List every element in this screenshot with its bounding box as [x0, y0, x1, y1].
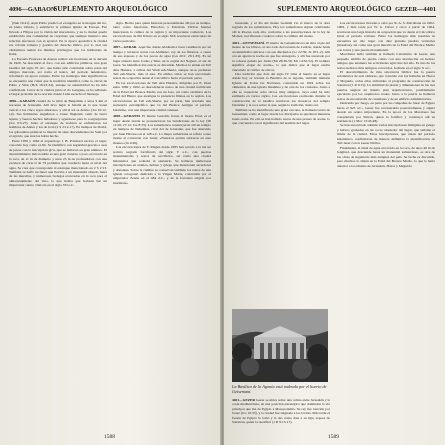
right-column-1-tail — [232, 396, 330, 428]
body-paragraph — [113, 145, 211, 185]
paragraph-text: Destruida por fuego, en parte por las campañas de Sisac de Egipto hacia el 925 a.C., Gezer fue reconstruida posteriormente y siguió siendo un centro importante. En la época de los Macabeos fue conquistada por Simón, quien la fortificó y construyó allí su residencia (1 Mac 13:43-48). — [337, 101, 435, 123]
paragraph-text: Una tradición que data del siglo IV sitúa el huerto en el lugar donde hoy se levanta la Basílica de la Agonía, también llamada Iglesia de Todas las Naciones, construida en 1924 sobre los cimientos de una iglesia bizantina y de otra de los cruzados. Junto a ella se conservan ocho olivos muy antiguos, cuya edad ha sido estimada en varios siglos. Las excavaciones realizadas durante la construcción de la basílica revelaron los mosaicos del templo bizantino y la roca sobre la que, según la tradición, Jesús oró. — [232, 71, 330, 108]
body-paragraph — [337, 52, 435, 70]
entry-heading: 4096—GABAÓN — [9, 98, 37, 103]
paragraph-text: Gezer se ubica sobre una colina entre Jerusalén y la costa mediterránea, en una posición estratégica que dominaba la vía principal que iba de Egipto a Mesopotamia. Su rey fue vencido por Josué (Jos 10:33), y la ciudad fue asignada a los levitas. Más tarde el faraón de Egipto la tomó y la dio como dote a su hija, esposa de Salomón, quien la reedificó (1 R 9:15-17). — [232, 398, 331, 425]
paragraph-text: El descubrimiento de más relevancia bíblica fue la puerta salomónica de seis cámaras, que coincide con las halladas en Hazor y Meguido, todas ellas atribuidas al programa de construcción de Salomón (1 R 9:15). La similitud de planta y dimensiones de las tres puertas sugiere un mismo plan arquitectónico, posiblemente ejecutado por los arquitectos reales. Junto a la puerta se hallaron restos de una muralla de casamatas y de un edificio administrativo. — [337, 69, 435, 101]
paragraph-text: También se ha identificado una gruta cercana, la llamada Gruta de Getsemaní, como el lugar donde los discípulos se quedaron mientras Jesús oraba. En ella se han hallado restos de una prensa de aceite, lo que concuerda con el significado del nombre del lugar. — [232, 107, 330, 125]
entry-paragraph — [232, 398, 330, 425]
body-paragraph — [232, 21, 330, 39]
basilica-photo — [232, 309, 328, 382]
body-paragraph — [113, 21, 211, 43]
body-paragraph — [337, 101, 435, 123]
paragraph-text: Se han encontrado además varias inscripciones bilingües en griego y hebreo grabadas en las rocas alrededor del lugar, que señalan el límite de la ciudad. Estas inscripciones, que datan del período helenístico, confirmaron de manera definitiva la identificación de Tell Jezer con la Gezer bíblica. — [337, 123, 435, 146]
body-paragraph — [232, 72, 330, 108]
left-page-number: 1588 — [104, 434, 115, 440]
right-header-rule — [233, 16, 436, 17]
basilica-image — [232, 309, 328, 382]
paragraph-text: Entre 1956 y 1962 el arqueólogo J. B. Pritchard excavó el lugar, conocido hoy como el-Jib. Se identificó con seguridad gracias a asas de jarras con la inscripción gb'n, que se hallaron en gran número. El descubrimiento más notable es una gran cisterna o pozo excavado en la roca, de 11 m de diámetro y unos 25 m de profundidad, con una escalera de caracol de 79 peldaños que conducía hasta el nivel del agua. Se cree que corresponde al estanque mencionado en 2 S 2:13. También se halló un túnel que llevaba a un manantial situado fuera de las murallas, y numerosas bodegas excavadas en la roca para el almacenamiento del vino, lo que indica que Gabaón fue un importante centro vinícola en el siglo VII a.C. — [9, 138, 107, 188]
paragraph-text: siglo. Hecho para quien hicieron personalmente allí por su tiempo, tanto como Jenofonte, Herodoto y Estrabón. Dichas fuentes mencionan la cultura de la región y su importante comercio. Las excavaciones de Pitt Rivers en el siglo XIX revelaron estructuras de varios períodos. — [113, 21, 211, 43]
right-column-2 — [337, 21, 435, 168]
left-page — [0, 0, 221, 445]
paragraph-text: Jerusalén, y el día del monte Gerizim vio el marco de la obra sagrada de los samaritanos. Hoy los samaritanos siguen celebrando allí la Pascua cada año, conforme a las prescripciones de la ley de Moisés, sacrificando corderos sobre la cumbre del monte. — [232, 21, 330, 39]
body-paragraph — [337, 70, 435, 101]
entry-paragraph — [232, 41, 330, 72]
body-paragraph — [337, 123, 435, 145]
entry-heading: 4098—GERIZIM. — [113, 114, 143, 119]
body-paragraph — [232, 108, 330, 126]
right-page-number: 1589 — [328, 434, 339, 440]
entry-paragraph — [113, 45, 211, 81]
left-header-rule — [9, 16, 212, 17]
body-paragraph — [9, 21, 107, 57]
entry-paragraph — [113, 114, 211, 145]
entry-heading: 4401—GEZER — [232, 398, 257, 402]
body-paragraph — [113, 81, 211, 112]
right-header-entry: GEZER—4401 — [395, 6, 436, 13]
paragraph-text: Finalmente, el túnel de agua excavado en la roca, de unos 40 m de longitud, que desciende hasta un manantial subterráneo, es otra de las obras de ingeniería más antiguas del país. Su fecha es discutida, pero muchos lo sitúan en la Edad del Bronce Medio, lo que lo haría anterior a los túneles de Jerusalén, Hazor y Meguido. — [337, 145, 435, 168]
paragraph-text: La Escuela Francesa de Atenas realizó excavaciones en la década de 1920. Se descubrió el foro, con sus edificios públicos, una gran basílica del siglo VI d.C. que había sido construida sobre parte del antiguo mercado, así como el teatro, del periodo helenístico, reformado en época romana. Entre los hallazgos más significativos se encuentra una cripta que la tradición identifica como la cárcel de Pablo y Silas (Hch 16:23-34), aunque su autenticidad no ha sido confirmada. Cerca de la ciudad, junto al río Gangites, se ha señalado el lugar probable de la oración donde Lidia escuchó el mensaje. — [9, 56, 107, 97]
right-column-1 — [232, 21, 330, 307]
body-paragraph — [337, 146, 435, 168]
entry-paragraph — [9, 99, 107, 139]
right-page — [224, 0, 445, 445]
paragraph-text: ciudad de la tribu de Benjamín, a unos 9 km al noroeste de Jerusalén. Allí tuvo lugar la batalla en la que Josué venció a los cinco reyes amorreos, y allí el sol se detuvo (Jos 10:12-14). Sus habitantes engañaron a Josué fingiendo venir de tierra lejana, y fueron hechos leñadores y aguadores para la congregación (Jos 9:3-27). Junto al estanque de Gabaón se enfrentaron los hombres de Abner y los de Joab (2 S 2:12-17). En tiempos de David, los gabaonitas pidieron la muerte de siete descendientes de Saúl por el agravio que éste les había hecho. — [9, 98, 107, 139]
paragraph-text: Las excavaciones llevadas a cabo por R. A. S. Macalister en 1902-1909, y más tarde por W. G. Dever y otros a partir de 1964, revelaron una larga historia de ocupación que va desde el Calcolítico hasta el período romano. Entre los hallazgos más notables se encuentra un alto lugar con diez grandes piedras verticales (masebas), así como una gran muralla de la Edad del Bronce Medio con torres y una puerta monumental. — [337, 21, 435, 52]
left-header-title: SUPLEMENTO ARQUEOLÓGICO — [53, 5, 168, 13]
right-header-title: SUPLEMENTO ARQUEOLÓGICO — [277, 5, 392, 13]
body-paragraph — [337, 21, 435, 52]
left-header-entry: 4096—GABAON — [9, 6, 56, 13]
paragraph-text: Las excavaciones de Y. Magen desde 1983 han sacado a la luz un recinto sagrado fortificado del siglo V a.C., con puertas monumentales y restos de sacrificios, así como una ciudad helenística que rodeaba el santuario. Se hallaron numerosas inscripciones en arameo, hebreo y griego que mencionan sacerdotes y donantes. Sobre la cumbre se conservan también los restos de una iglesia octogonal dedicada a la Virgen María, construida por el emperador Zenón en el 484 d.C., y de la fortaleza erigida por Justiniano. — [113, 145, 211, 185]
paragraph-text: Macalister halló también el llamado Calendario de Gezer, una pequeña tablilla de piedra caliza con una inscripción en hebreo antiguo que enumera las actividades agrícolas del año. Es uno de los textos hebreos más antiguos conocidos, fechado en el siglo X a.C. — [337, 52, 435, 70]
paragraph-text: El huerto de Getsemaní era un sitio al pie del monte de los Olivos, al otro lado del torrente de Cedrón, donde Jesús acostumbraba retirarse con sus discípulos (Lc 22:39; Jn 18:1-2). Allí oró en agonía la noche en que fue entregado, y allí fue arrestado por la cohorte guiada por Judas (Mt 26:36-56; Mr 14:32-52). El nombre significa «lagar de aceite», lo que indica que el lugar estaba vinculado al cultivo de olivos. — [232, 40, 330, 72]
left-column-2 — [113, 21, 211, 185]
body-paragraph — [9, 57, 107, 97]
paragraph-text: En las excavaciones de Tell Abu Hureira, dirigidas por E. Oren entre 1982 y 1992, se descubrieron restos de una ciudad fortificada de la Edad del Bronce Medio con un foso, así como cerámica de la Edad del Hierro que atestigua la presencia filistea en la región. Las excavaciones en Tell esh-Sheria, por su parte, han revelado una secuencia estratigráfica que va del Bronce Antiguo al período bizantino, con una importante ciudad cananea. — [113, 80, 211, 112]
entry-heading: 4097—GERAR. — [113, 45, 139, 50]
paragraph-text: (Neh 16:41). Aquí Pablo predicó el evangelio en la margen del río, en pleno sábado, y estableció la primera iglesia de Europa. Fue llevado a Filipos por la visión del macedonio, y en la ciudad quedó establecida una comunidad de creyentes que siempre mantuvo una relación afectuosa con el apóstol. En la época apostólica la ciudad era colonia romana y gozaba del derecho itálico, por lo cual sus ciudadanos tenían los mismos privilegios que los habitantes de Italia. — [9, 21, 107, 57]
body-paragraph — [9, 139, 107, 188]
entry-heading: 4401—GETSEMANÍ. — [232, 40, 267, 45]
left-column-1 — [9, 21, 107, 188]
paragraph-text: Aquí fue donde Abraham e Isaac residieron por un tiempo y tuvieron tratos con Abimelec, rey de los filisteos, a causa de sus esposas y de los pozos de agua (Gn 20:1; 26:1-33). Es un lugar situado entre Cades y Shur, en la región del Neguev, al sur de Gaza. Su identificación exacta es discutida. Muchos la sitúan en Tell Abu Hureira, a orillas del Wadi esh-Sheria, aunque otros prefieren Tell esh-Sheria, más al este. En ambos sitios se han encontrado restos de ocupación desde el Calcolítico hasta el período persa. — [113, 45, 211, 81]
photo-caption: La Basílica de la Agonía está rodeada por el huerto de Getsemaní. — [232, 384, 327, 394]
paragraph-text: El monte Gerizim, frente al monte Ebal, es el lugar desde donde se pronunciaron las bendiciones de la ley (Dt 11:29; 27:12; Jos 8:33). Los samaritanos construyeron allí un templo en tiempos de Nehemías, rival del de Jerusalén, que fue destruido por Juan Hircano en el 128 a.C. La mujer samaritana se refirió a este monte al conversar con Jesús: «Nuestros padres adoraron en este monte» (Jn 4:20). — [113, 114, 211, 145]
